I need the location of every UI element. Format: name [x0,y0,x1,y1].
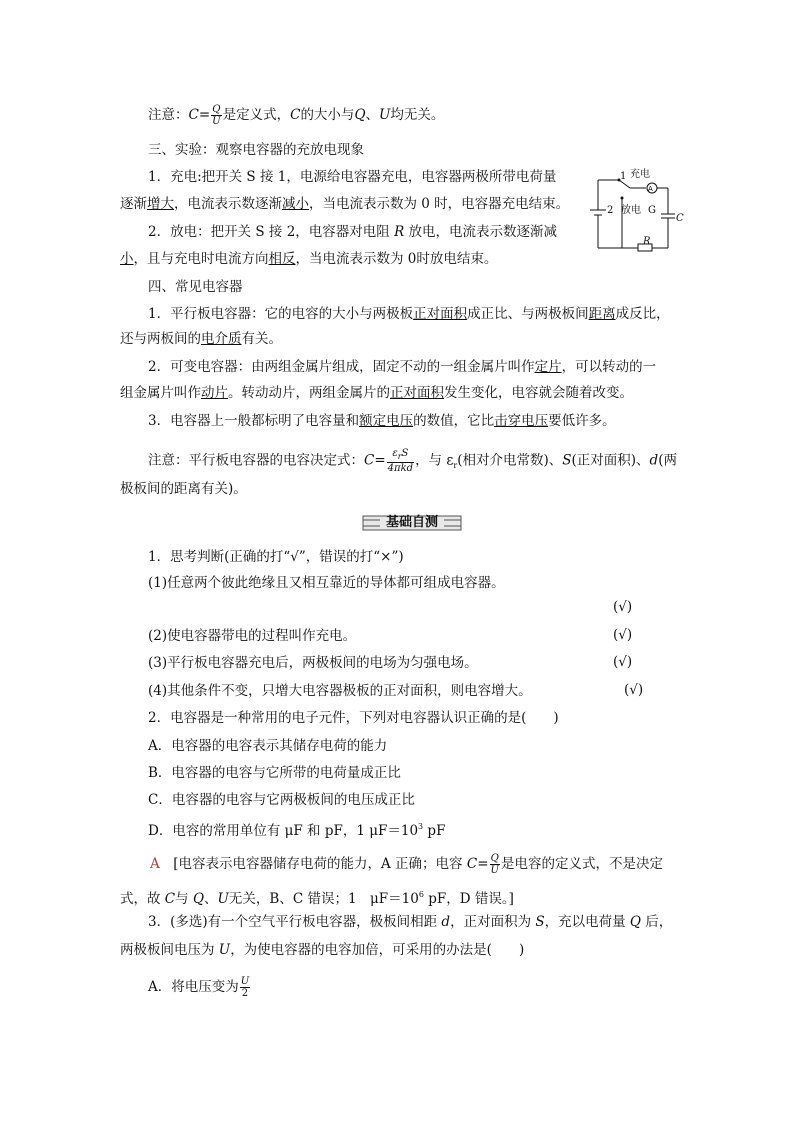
q3-option-a: A．将电压变为 $\frac{U}{2}$ [148,976,250,999]
q1-item-3: (3)平行板电容器充电后，两极板间的电场为匀强电场。 [148,655,478,671]
circuit-label-R: R [643,236,651,247]
q2-answer: A [150,856,160,872]
discharge-line-1: 2．放电：把开关 S 接 2，电容器对电阻 R 放电，电流表示数逐渐减 [148,224,558,240]
fraction-u-over-2: $\frac{U}{2}$ [240,976,250,999]
p3-line: 3．电容器上一般都标明了电容量和额定电压的数值，它比击穿电压要低许多。 [148,413,616,429]
q3-line-2: 两极板间电压为 U，为使电容器的电容加倍，可采用的办法是( ) [120,942,525,958]
q2-explanation-line-1: A [电容表示电容器储存电荷的能力，A 正确；电容 C= $\frac{Q}{U}$ 是电容的定义式，不是决定 [150,853,663,876]
svg-text:A: A [648,185,653,193]
p2-line-2: 组金属片叫作动片。转动动片，两组金属片的正对面积发生变化，电容就会随着改变。 [120,385,633,401]
q2-option-b: B．电容器的电容与它所带的电荷量成正比 [148,765,401,781]
q1-item-2: (2)使电容器带电的过程叫作充电。 [148,628,357,644]
q2-option-a: A．电容器的电容表示其储存电荷的能力 [148,738,388,754]
banner-label: 基础自测 [385,515,438,530]
q2-option-c: C．电容器的电容与它两极板间的电压成正比 [148,792,415,808]
circuit-label-charge: 充电 [630,169,650,180]
q1-item-1-mark: (√) [613,599,633,615]
note-determination-line-2: 极板间的距离有关)。 [120,481,247,497]
section-4-title: 四、常见电容器 [148,279,243,295]
q2-stem: 2．电容器是一种常用的电子元件，下列对电容器认识正确的是( ) [148,710,559,726]
q3-line-1: 3．(多选)有一个空气平行板电容器，极板间相距 d，正对面积为 S，充以电荷量 Q 后， [148,914,673,930]
p1-line-2: 还与两板间的电介质有关。 [120,331,282,347]
circuit-label-C: C [676,213,684,224]
p1-line-1: 1．平行板电容器：它的电容的大小与两极板正对面积成正比、与两极板间距离成反比， [148,306,670,322]
charge-line-2: 逐渐增大，电流表示数逐渐减小，当电流表示数为 0 时，电容器充电结束。 [120,196,570,212]
charge-line-1: 1．充电:把开关 S 接 1，电源给电容器充电，电容器两极所带电荷量 [148,169,557,185]
q1-item-2-mark: (√) [613,627,633,643]
circuit-label-G: G [648,205,656,216]
q1-item-3-mark: (√) [613,654,633,670]
q2-explanation-line-2: 式，故 C与 Q、U无关，B、C 错误；1 $\mu F=10^6$ pF，D 错误。] [120,890,514,907]
q1-item-1: (1)任意两个彼此绝缘且又相互靠近的导体都可组成电容器。 [148,575,505,591]
q1-item-4: (4)其他条件不变，只增大电容器极板的正对面积，则电容增大。 [148,683,532,699]
section-banner [362,514,462,532]
note-determination: 注意：平行板电容器的电容决定式：C= $\frac{\varepsilon_rS}{\text{4πkd}}$ ，与 $\varepsilon_r$(相对介电常数)、S(正对面积)、d(两 [148,448,677,474]
section-3-title: 三、实验：观察电容器的充放电现象 [148,142,364,158]
circuit-label-2: 2 [607,205,614,216]
fraction-eps-s-over-4pikd: $\frac{\varepsilon_rS}{\text{4πkd}}$ [387,448,414,474]
note-definition: 注意：C= $\frac{Q}{U}$ 是定义式，C的大小与Q、U均无关。 [148,104,445,127]
discharge-line-2: 小，且与充电时电流方向相反，当电流表示数为 0时放电结束。 [120,251,498,267]
q1-title: 1．思考判断(正确的打“√”，错误的打“×”) [148,549,404,565]
q1-item-4-mark: (√) [624,682,644,698]
circuit-label-1: 1 [620,171,627,182]
circuit-label-discharge: 放电 [621,205,641,216]
q2-option-d: D．电容的常用单位有 μF 和 pF，1 $\mu F=10^3$ pF [148,822,446,839]
fraction-q-over-u-2: $\frac{Q}{U}$ [490,853,499,876]
p2-line-1: 2．可变电容器：由两组金属片组成，固定不动的一组金属片叫作定片，可以转动的一 [148,359,657,375]
fraction-q-over-u: $\frac{Q}{U}$ [212,104,221,127]
